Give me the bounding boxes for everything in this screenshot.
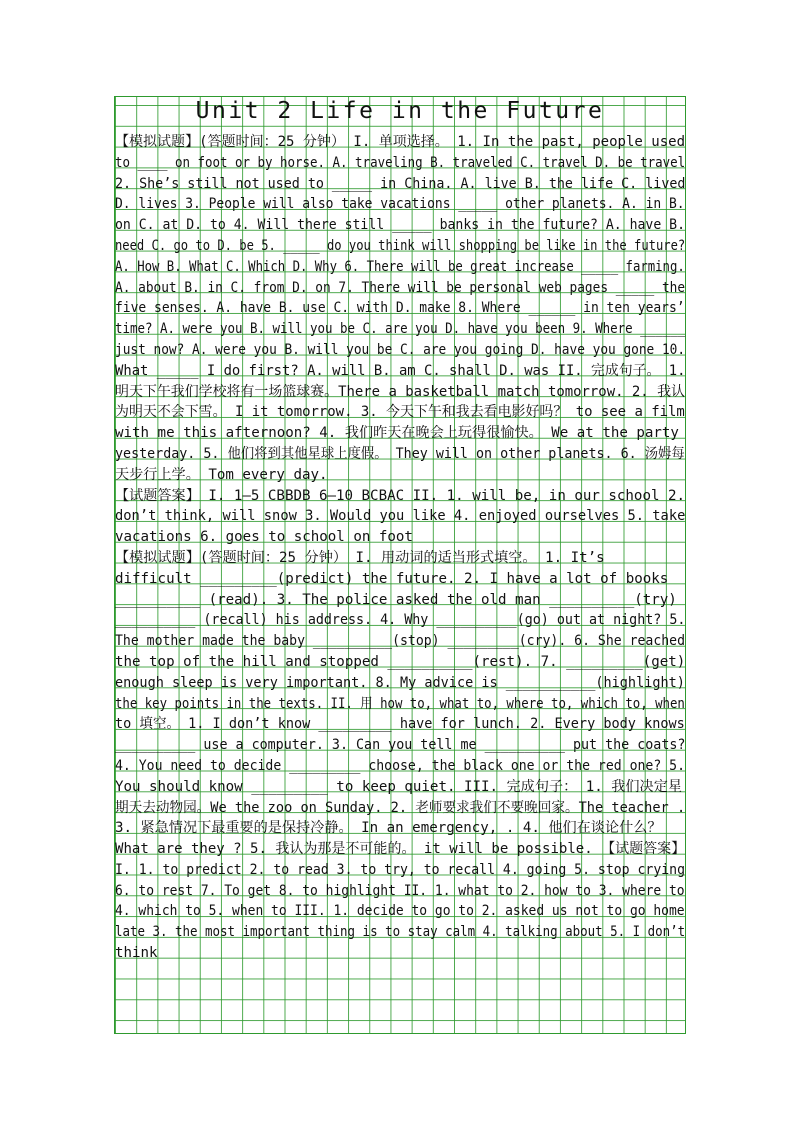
text-line: 期天去动物园。We the zoo on Sunday. 2. 老师要求我们不要晚回家。The teacher . — [115, 799, 686, 816]
text-line: 6. to rest 7. To get 8. to highlight II. 1. what to 2. how to 3. where to — [115, 882, 685, 899]
text-line: time? A. were you B. will you be C. are you D. have you been 9. Where ______ — [115, 321, 686, 338]
text-line: the top of the hill and stopped __________(rest). 7. _________(get) — [115, 653, 686, 670]
text-line: to ____ on foot or by horse. A. traveling B. traveled C. travel D. be travel — [115, 154, 686, 171]
text-line: 【试题答案】 I. 1—5 CBBDB 6—10 BCBAC II. 1. will be, in our school 2. — [115, 487, 685, 504]
text-line: late 3. the most important thing is to stay calm 4. talking about 5. I don’t — [115, 924, 686, 941]
text-line: A. about B. in C. from D. on 7. There will be personal web pages _____ the — [115, 279, 686, 296]
text-line: need C. go to D. be 5. _____ do you think will shopping be like in the future? — [115, 237, 686, 254]
text-line: 天步行上学。 Tom every day. — [115, 466, 328, 483]
text-line: just now? A. were you B. will you be C. are you going D. have you gone 10. — [115, 341, 686, 358]
text-line: I. 1. to predict 2. to read 3. to try, to recall 4. going 5. stop crying — [115, 861, 685, 878]
text-line: __________ use a computer. 3. Can you tell me __________ put the coats? — [115, 737, 686, 754]
text-line: think — [115, 945, 158, 962]
text-line: enough sleep is very important. 8. My advice is ___________(highlight) — [115, 674, 685, 691]
text-line: 【模拟试题】(答题时间：25 分钟） I. 单项选择。 1. In the past, people used — [115, 134, 686, 150]
text-line: to 填空。 1. I don’t know _________ have for lunch. 2. Every body knows — [115, 716, 685, 733]
text-line: on C. at D. to 4. Will there still _____ banks in the future? A. have B. — [115, 217, 685, 234]
text-line: 2. She’s still not used to _____ in China. A. live B. the life C. lived — [115, 175, 686, 192]
text-line: 【模拟试题】(答题时间：25 分钟） I. 用动词的适当形式填空。 1. It’s — [115, 549, 605, 566]
text-line: You should know _________ to keep quiet. III. 完成句子： 1. 我们决定星 — [115, 778, 682, 795]
text-line: What are they ? 5. 我认为那是不可能的。 it will be possible. 【试题答案】 — [115, 841, 686, 858]
exercise-body-text — [115, 132, 687, 964]
text-line: 为明天不会下雪。 I it tomorrow. 3. 今天下午和我去看电影好吗？ to see a film — [115, 404, 685, 421]
text-line: __________ (recall) his address. 4. Why __________(go) out at night? 5. — [115, 612, 686, 629]
page-title: Unit 2 Life in the Future — [195, 98, 605, 124]
text-line: What _____ I do first? A. will B. am C. shall D. was II. 完成句子。 1. — [115, 362, 686, 379]
text-line: five senses. A. have B. use C. with D. make 8. Where ______ in ten years’ — [115, 300, 685, 317]
text-line: with me this afternoon? 4. 我们昨天在晚会上玩得很愉快。 We at the party — [115, 425, 679, 442]
text-line: 4. You need to decide _________ choose, the black one or the red one? 5. — [115, 757, 685, 774]
text-line: the key points in the texts. II. 用 how to, what to, where to, which to, when — [115, 695, 685, 712]
text-line: A. How B. What C. Which D. Why 6. There will be great increase _____ farming. — [115, 258, 685, 275]
text-line: 4. which to 5. when to III. 1. decide to go to 2. asked us not to go home — [115, 903, 685, 920]
text-line: __________ (read). 3. The police asked the old man __________(try) — [115, 591, 677, 608]
text-line: D. lives 3. People will also take vacations _____ other planets. A. in B. — [115, 196, 685, 213]
text-line: yesterday. 5. 他们将到其他星球上度假。 They will on other planets. 6. 汤姆每 — [115, 445, 685, 462]
text-line: vacations 6. goes to school on foot — [115, 529, 413, 546]
text-line: The mother made the baby __________(stop) _________(cry). 6. She reached — [115, 633, 685, 650]
text-line: 3. 紧急情况下最重要的是保持冷静。 In an emergency, . 4. 他们在谈论什么？ — [115, 820, 662, 837]
text-line: 明天下午我们学校将有一场篮球赛。There a basketball match tomorrow. 2. 我认 — [115, 383, 685, 400]
text-line: difficult _________(predict) the future. 2. I have a lot of books — [115, 570, 669, 587]
text-line: don’t think, will snow 3. Would you like 4. enjoyed ourselves 5. take — [115, 508, 686, 525]
